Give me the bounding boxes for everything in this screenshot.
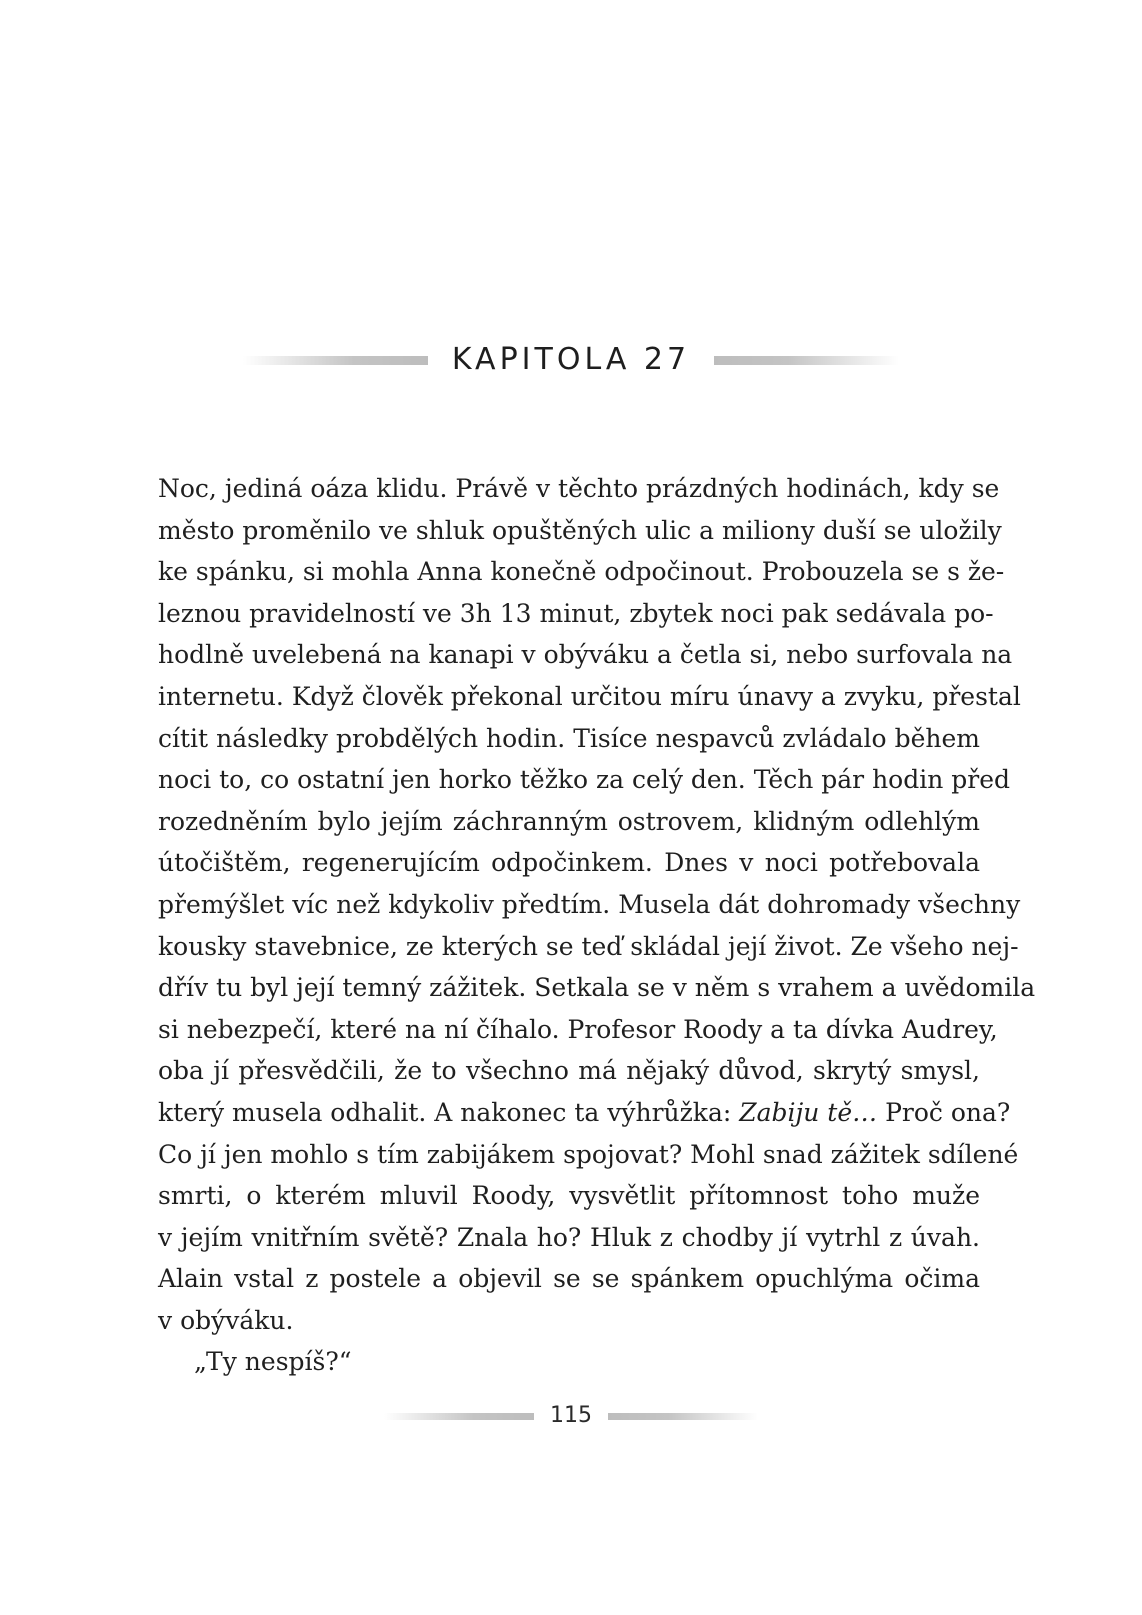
text-line: kousky stavebnice, ze kterých se teď skládal její život. Ze všeho nej- <box>158 931 1019 961</box>
text-line: Co jí jen mohlo s tím zabijákem spojovat? Mohl snad zážitek sdílené <box>158 1139 1019 1169</box>
body-paragraph <box>158 468 1036 1341</box>
text-line: cítit následky probdělých hodin. Tisíce nespavců zvládalo během <box>158 723 980 753</box>
text-segment: Proč ona? <box>877 1097 1011 1127</box>
chapter-heading <box>0 342 1142 377</box>
chapter-title: KAPITOLA 27 <box>451 342 691 377</box>
text-line: smrti, o kterém mluvil Roody, vysvětlit přítomnost toho muže <box>158 1181 980 1211</box>
text-line: ke spánku, si mohla Anna konečně odpočinout. Probouzela se s že- <box>158 557 1005 587</box>
page-footer <box>0 1405 1142 1427</box>
chapter-body <box>158 468 1036 1383</box>
text-segment: který musela odhalit. A nakonec ta výhrůžka: <box>158 1097 740 1127</box>
text-line: leznou pravidelností ve 3h 13 minut, zbytek noci pak sedávala po- <box>158 598 994 628</box>
text-line: noci to, co ostatní jen horko těžko za celý den. Těch pár hodin před <box>158 765 1011 795</box>
text-line: si nebezpečí, které na ní číhalo. Profesor Roody a ta dívka Audrey, <box>158 1014 998 1044</box>
footer-rule-left <box>384 1413 534 1420</box>
text-line: přemýšlet víc než kdykoliv předtím. Musela dát dohromady všechny <box>158 889 1021 919</box>
dialogue-line: „Ty nespíš?“ <box>194 1347 352 1377</box>
footer-rule-right <box>608 1413 758 1420</box>
heading-rule-right <box>714 356 899 365</box>
text-line: rozedněním bylo jejím záchranným ostrovem, klidným odlehlým <box>158 806 980 836</box>
heading-rule-left <box>243 356 428 365</box>
text-line: v obýváku. <box>158 1305 294 1335</box>
text-line: dřív tu byl její temný zážitek. Setkala se v něm s vrahem a uvědomila <box>158 973 1036 1003</box>
text-line: Noc, jediná oáza klidu. Právě v těchto prázdných hodinách, kdy se <box>158 474 1000 503</box>
text-line: v jejím vnitřním světě? Znala ho? Hluk z chodby jí vytrhl z úvah. <box>158 1222 980 1252</box>
text-line: útočištěm, regenerujícím odpočinkem. Dnes v noci potřebovala <box>158 848 980 878</box>
text-line: Alain vstal z postele a objevil se se spánkem opuchlýma očima <box>158 1264 980 1294</box>
text-line-with-italic <box>158 1092 1011 1134</box>
page-number: 115 <box>550 1403 592 1428</box>
text-line: město proměnilo ve shluk opuštěných ulic a miliony duší se uložily <box>158 515 1002 545</box>
text-line: oba jí přesvědčili, že to všechno má nějaký důvod, skrytý smysl, <box>158 1056 980 1086</box>
text-line: hodlně uvelebená na kanapi v obýváku a četla si, nebo surfovala na <box>158 640 1013 670</box>
text-line: internetu. Když člověk překonal určitou míru únavy a zvyku, přestal <box>158 681 1021 711</box>
italic-quote: Zabiju tě… <box>739 1097 878 1127</box>
